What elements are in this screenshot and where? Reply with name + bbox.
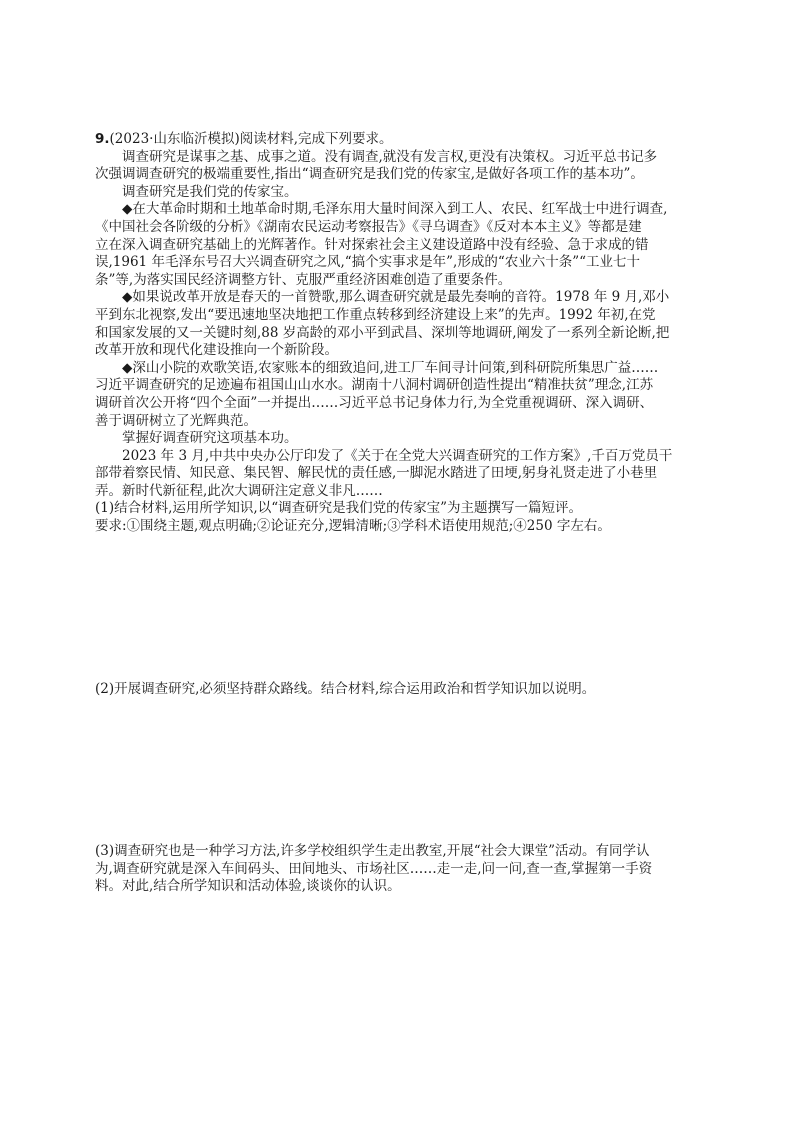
- sub-question-3-line-1: (3)调查研究也是一种学习方法,许多学校组织学生走出教室,开展“社会大课堂”活动。有同学认: [95, 843, 650, 859]
- material-line-6: 立在深入调查研究基础上的光辉著作。针对探索社会主义建设道路中没有经验、急于求成的错: [95, 236, 649, 253]
- material-line-14: 习近平调查研究的足迹遍布祖国山山水水。湖南十八洞村调研创造性提出“精准扶贫”理念,江苏: [95, 377, 654, 394]
- sub-question-2: (2)开展调查研究,必须坚持群众路线。结合材料,综合运用政治和哲学知识加以说明。: [95, 681, 596, 697]
- sub-question-3-line-2: 为,调查研究就是深入车间码头、田间地头、市场社区……走一走,问一问,查一查,掌握第一手资: [95, 860, 653, 877]
- question-source: (2023·山东临沂模拟): [109, 131, 240, 147]
- material-line-1: 调查研究是谋事之基、成事之道。没有调查,就没有发言权,更没有决策权。习近平总书记多: [122, 148, 658, 165]
- question-9-block: [95, 131, 701, 536]
- sub-question-2-block: [95, 681, 701, 699]
- material-line-19: 部带着察民情、知民意、集民智、解民忧的责任感,一脚泥水踏进了田埂,躬身礼贤走进了小巷里: [95, 465, 658, 482]
- material-line-11: 和国家发展的又一关键时刻,88 岁高龄的邓小平到武昌、深圳等地调研,阐发了一系列全新论断,把: [95, 324, 670, 341]
- material-line-7: 误,1961 年毛泽东号召大兴调查研究之风,“搞个实事求是年”,形成的“农业六十条”“工业七十: [95, 254, 641, 271]
- material-line-4: ◆在大革命时期和土地革命时期,毛泽东用大量时间深入到工人、农民、红军战士中进行调查,: [122, 201, 668, 218]
- material-line-15: 调研首次公开将“四个全面”一并提出……习近平总书记身体力行,为全党重视调研、深入调研、: [95, 394, 654, 411]
- material-line-5: 《中国社会各阶级的分析》《湖南农民运动考察报告》《寻乌调查》《反对本本主义》等都是建: [95, 218, 642, 235]
- material-line-9: ◆如果说改革开放是春天的一首赞歌,那么调查研究就是最先奏响的音符。1978 年 9 月,邓小: [122, 289, 670, 306]
- material-line-16: 善于调研树立了光辉典范。: [95, 412, 257, 429]
- material-line-8: 条”等,为落实国民经济调整方针、克服严重经济困难创造了重要条件。: [95, 271, 512, 288]
- question-number: 9.: [95, 131, 110, 147]
- material-line-13: ◆深山小院的欢歌笑语,农家账本的细致追问,进工厂车间寻计问策,到科研院所集思广益……: [122, 359, 659, 376]
- material-line-18: 2023 年 3 月,中共中央办公厅印发了《关于在全党大兴调查研究的工作方案》,千百万党员干: [122, 447, 673, 464]
- material-line-17: 掌握好调查研究这项基本功。: [122, 430, 298, 447]
- material-line-2: 次强调调查研究的极端重要性,指出“调查研究是我们党的传家宝,是做好各项工作的基本功”。: [95, 166, 644, 183]
- sub-question-1-requirements: 要求:①围绕主题,观点明确;②论证充分,逻辑清晰;③学科术语使用规范;④250 字左右。: [95, 518, 611, 535]
- question-instruction: 阅读材料,完成下列要求。: [239, 131, 393, 147]
- material-line-10: 平到东北视察,发出“要迅速地坚决地把工作重点转移到经济建设上来”的先声。1992 年初,在党: [95, 306, 656, 323]
- sub-question-3-block: [95, 843, 701, 896]
- sub-question-1: (1)结合材料,运用所学知识,以“调查研究是我们党的传家宝”为主题撰写一篇短评。: [95, 500, 583, 517]
- material-line-3: 调查研究是我们党的传家宝。: [122, 183, 298, 200]
- question-header: [95, 131, 701, 149]
- material-line-12: 改革开放和现代化建设推向一个新阶段。: [95, 342, 338, 359]
- material-line-20: 弄。新时代新征程,此次大调研注定意义非凡……: [95, 482, 383, 499]
- sub-question-3-line-3: 料。对此,结合所学知识和活动体验,谈谈你的认识。: [95, 878, 401, 895]
